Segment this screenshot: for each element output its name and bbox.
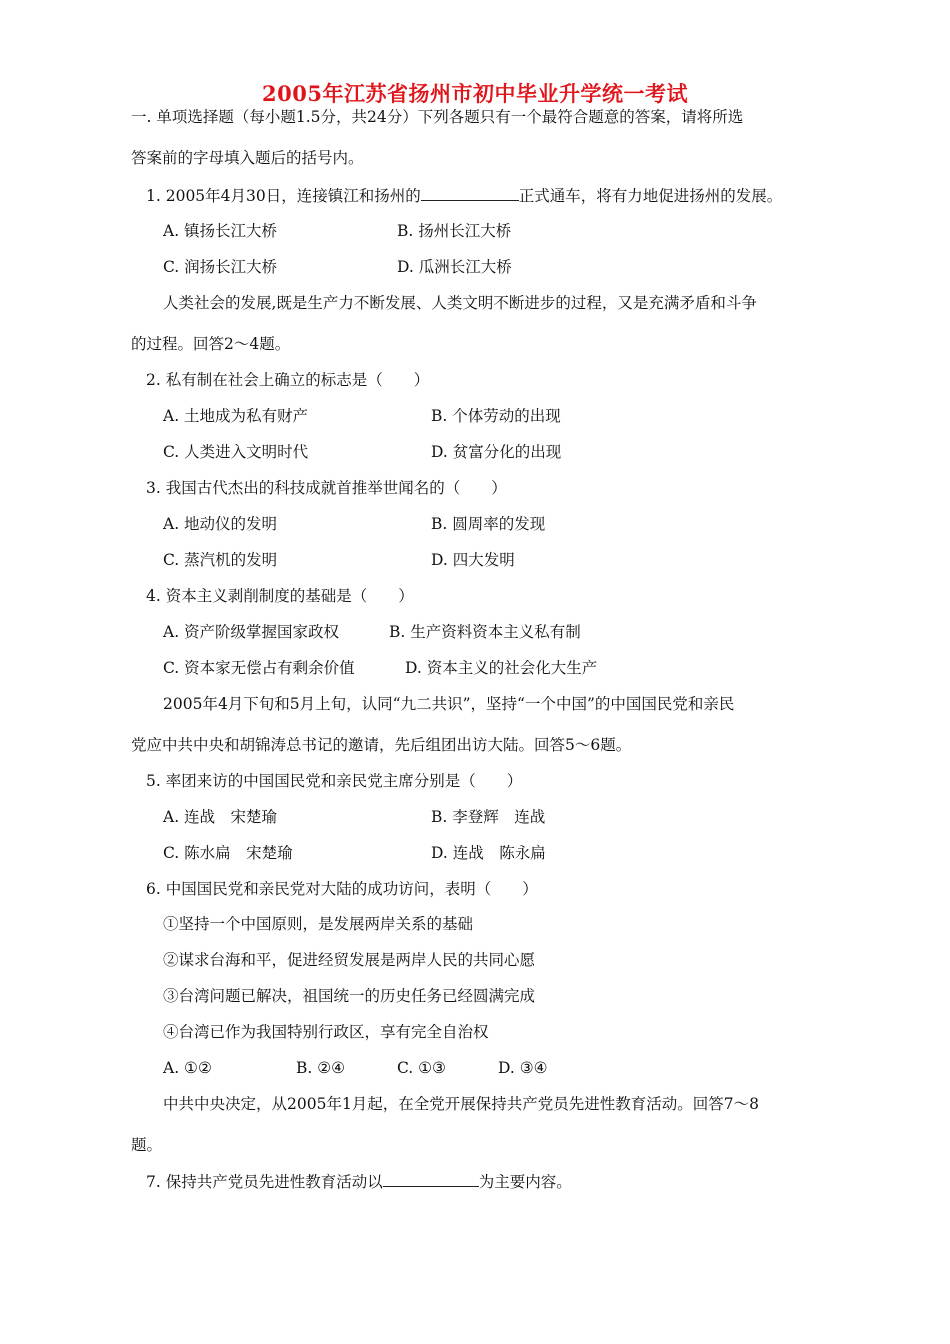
- question-7-stem: [146, 1171, 572, 1192]
- question-5-option-a: A. 连战 宋楚瑜: [163, 808, 278, 826]
- question-6-statement-1: ①坚持一个中国原则，是发展两岸关系的基础: [163, 915, 474, 933]
- question-3-stem: 3. 我国古代杰出的科技成就首推举世闻名的（ ）: [146, 479, 507, 497]
- question-1-option-d: D. 瓜洲长江大桥: [397, 258, 512, 276]
- question-1-option-b: B. 扬州长江大桥: [397, 222, 512, 240]
- question-6-stem: 6. 中国国民党和亲民党对大陆的成功访问，表明（ ）: [146, 880, 538, 898]
- question-6-option-d: D. ③④: [498, 1059, 548, 1077]
- question-1-option-a: A. 镇扬长江大桥: [163, 222, 278, 240]
- question-7-stem-post: 为主要内容。: [478, 1173, 572, 1191]
- question-1-option-c: C. 润扬长江大桥: [163, 258, 278, 276]
- passage-2-line-1: 2005年4月下旬和5月上旬，认同“九二共识”，坚持“一个中国”的中国国民党和亲民: [163, 695, 735, 713]
- question-5-option-c: C. 陈水扁 宋楚瑜: [163, 844, 293, 862]
- question-5-option-d: D. 连战 陈永扁: [431, 844, 546, 862]
- passage-1-line-1: 人类社会的发展,既是生产力不断发展、人类文明不断进步的过程，又是充满矛盾和斗争: [163, 294, 757, 312]
- question-3-option-d: D. 四大发明: [431, 551, 515, 569]
- question-4-option-c: C. 资本家无偿占有剩余价值: [163, 659, 355, 677]
- passage-3-line-2: 题。: [131, 1136, 163, 1154]
- question-4-option-a: A. 资产阶级掌握国家政权: [163, 623, 340, 641]
- passage-1-line-2: 的过程。回答2～4题。: [131, 335, 291, 353]
- section-instruction-line-2: 答案前的字母填入题后的括号内。: [131, 149, 364, 167]
- question-2-option-d: D. 贫富分化的出现: [431, 443, 562, 461]
- question-3-option-b: B. 圆周率的发现: [431, 515, 546, 533]
- question-3-option-c: C. 蒸汽机的发明: [163, 551, 278, 569]
- section-instruction-line-1: 一. 单项选择题（每小题1.5分，共24分）下列各题只有一个最符合题意的答案，请将所选: [131, 108, 744, 126]
- question-6-statement-2: ②谋求台海和平，促进经贸发展是两岸人民的共同心愿: [163, 951, 536, 969]
- answer-blank-1: [421, 185, 519, 201]
- question-5-stem: 5. 率团来访的中国国民党和亲民党主席分别是（ ）: [146, 772, 523, 790]
- question-2-option-a: A. 土地成为私有财产: [163, 407, 309, 425]
- question-4-option-d: D. 资本主义的社会化大生产: [405, 659, 598, 677]
- question-1-stem: [146, 185, 782, 206]
- question-1-stem-pre: 1. 2005年4月30日，连接镇江和扬州的: [146, 187, 421, 205]
- question-4-option-b: B. 生产资料资本主义私有制: [389, 623, 581, 641]
- question-1-stem-post: 正式通车，将有力地促进扬州的发展。: [518, 187, 783, 205]
- question-6-statement-4: ④台湾已作为我国特别行政区，享有完全自治权: [163, 1023, 489, 1041]
- passage-2-line-2: 党应中共中央和胡锦涛总书记的邀请，先后组团出访大陆。回答5～6题。: [131, 736, 632, 754]
- passage-3-line-1: 中共中央决定，从2005年1月起，在全党开展保持共产党员先进性教育活动。回答7～8: [163, 1095, 760, 1113]
- question-6-statement-3: ③台湾问题已解决，祖国统一的历史任务已经圆满完成: [163, 987, 536, 1005]
- answer-blank-7: [383, 1171, 479, 1187]
- question-7-stem-pre: 7. 保持共产党员先进性教育活动以: [146, 1173, 383, 1191]
- question-5-option-b: B. 李登辉 连战: [431, 808, 546, 826]
- question-2-option-b: B. 个体劳动的出现: [431, 407, 561, 425]
- exam-title: 2005年江苏省扬州市初中毕业升学统一考试: [262, 81, 688, 106]
- question-6-option-c: C. ①③: [397, 1059, 446, 1077]
- question-2-stem: 2. 私有制在社会上确立的标志是（ ）: [146, 371, 430, 389]
- question-4-stem: 4. 资本主义剥削制度的基础是（ ）: [146, 587, 414, 605]
- question-3-option-a: A. 地动仪的发明: [163, 515, 278, 533]
- question-6-option-a: A. ①②: [163, 1059, 212, 1077]
- question-2-option-c: C. 人类进入文明时代: [163, 443, 309, 461]
- question-6-option-b: B. ②④: [296, 1059, 346, 1077]
